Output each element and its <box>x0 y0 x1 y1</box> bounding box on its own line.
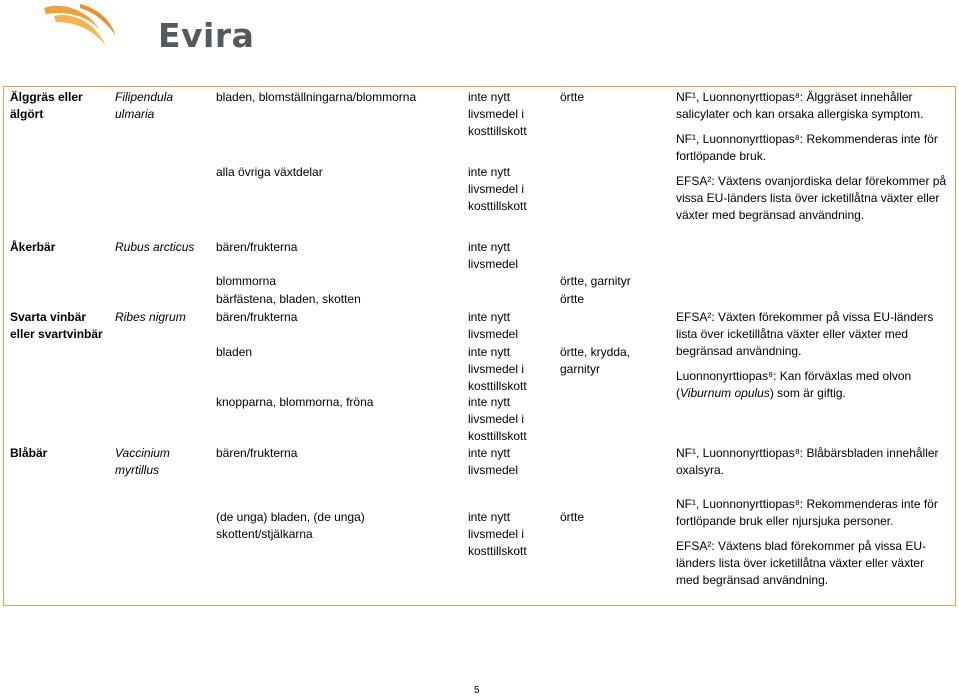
plant-part: bären/frukterna <box>216 310 298 324</box>
novel-food-status: inte nytt livsmedel <box>468 446 519 477</box>
remark: EFSA²: Växtens blad förekommer på vissa EU-länders lista över icketillåtna växter eller växter med begränsad användning. <box>676 539 927 587</box>
remark: NF¹, Luonnonyrttiopas⁸: Blåbärsbladen innehåller oxalsyra. <box>676 446 939 477</box>
novel-food-status: inte nytt livsmedel i kosttillskott <box>468 165 527 213</box>
plant-name: Älggräs eller älgört <box>10 90 83 121</box>
usage: örtte <box>560 510 585 524</box>
plant-part: bären/frukterna <box>216 240 298 254</box>
plant-part: blommorna <box>216 274 277 288</box>
plant-name: Blåbär <box>10 446 48 460</box>
table-border <box>955 86 956 605</box>
novel-food-status: inte nytt livsmedel i kosttillskott <box>468 510 527 558</box>
plant-part: bladen, blomställningarna/blommorna <box>216 90 417 104</box>
novel-food-status: inte nytt livsmedel <box>468 310 519 341</box>
remarks-blabar-berries <box>676 445 950 487</box>
evira-swirl-icon <box>40 2 120 52</box>
remarks-svartvinbar <box>676 309 950 410</box>
latin-name: Ribes nigrum <box>115 310 186 324</box>
logo-text: Evira <box>158 16 255 55</box>
remarks-algrass <box>676 89 950 232</box>
latin-name: Filipendula ulmaria <box>115 90 174 121</box>
evira-logo <box>40 2 255 55</box>
remark: NF¹, Luonnonyrttiopas⁸: Rekommenderas inte för fortlöpande bruk eller njursjuka personer. <box>676 497 938 528</box>
plant-part: bären/frukterna <box>216 446 298 460</box>
usage: örtte, krydda, garnityr <box>560 345 631 376</box>
remark: NF¹, Luonnonyrttiopas⁸: Älggräset innehåller salicylater och kan orsaka allergiska symptom. <box>676 90 924 121</box>
usage: örtte <box>560 292 585 306</box>
remark-prefix: Luonnonyrttiopas⁸: Kan förväxlas med olvon (Viburnum opulus) som är giftig. <box>676 369 912 400</box>
usage: örtte <box>560 90 585 104</box>
remark: EFSA²: Växtens ovanjordiska delar förekommer på vissa EU-länders lista över icketillåtna växter eller växter med begränsad användning. <box>676 174 947 222</box>
latin-name: Vaccinium myrtillus <box>115 446 170 477</box>
novel-food-status: inte nytt livsmedel i kosttillskott <box>468 345 527 393</box>
novel-food-status: inte nytt livsmedel i kosttillskott <box>468 395 527 443</box>
usage: örtte, garnityr <box>560 274 631 288</box>
remark <box>676 368 950 402</box>
plant-part: bladen <box>216 345 253 359</box>
plant-part: knopparna, blommorna, fröna <box>216 395 374 409</box>
plant-part: (de unga) bladen, (de unga) skottent/stjälkarna <box>216 510 365 541</box>
table-border <box>3 605 956 606</box>
latin-name: Rubus arcticus <box>115 240 195 254</box>
page-number: 5 <box>474 685 480 696</box>
plant-name: Åkerbär <box>10 240 56 254</box>
table-border <box>3 86 956 87</box>
plant-part: bärfästena, bladen, skotten <box>216 292 361 306</box>
novel-food-status: inte nytt livsmedel <box>468 240 519 271</box>
plant-name: Svarta vinbär eller svartvinbär <box>10 310 103 341</box>
novel-food-status: inte nytt livsmedel i kosttillskott <box>468 90 527 138</box>
remarks-blabar-leaves <box>676 496 950 597</box>
remark: EFSA²: Växten förekommer på vissa EU-länders lista över icketillåtna växter eller växter med begränsad användning. <box>676 310 934 358</box>
plant-part: alla övriga växtdelar <box>216 165 323 179</box>
table-border <box>3 86 4 605</box>
remark: NF¹, Luonnonyrttiopas⁸: Rekommenderas inte för fortlöpande bruk. <box>676 132 938 163</box>
